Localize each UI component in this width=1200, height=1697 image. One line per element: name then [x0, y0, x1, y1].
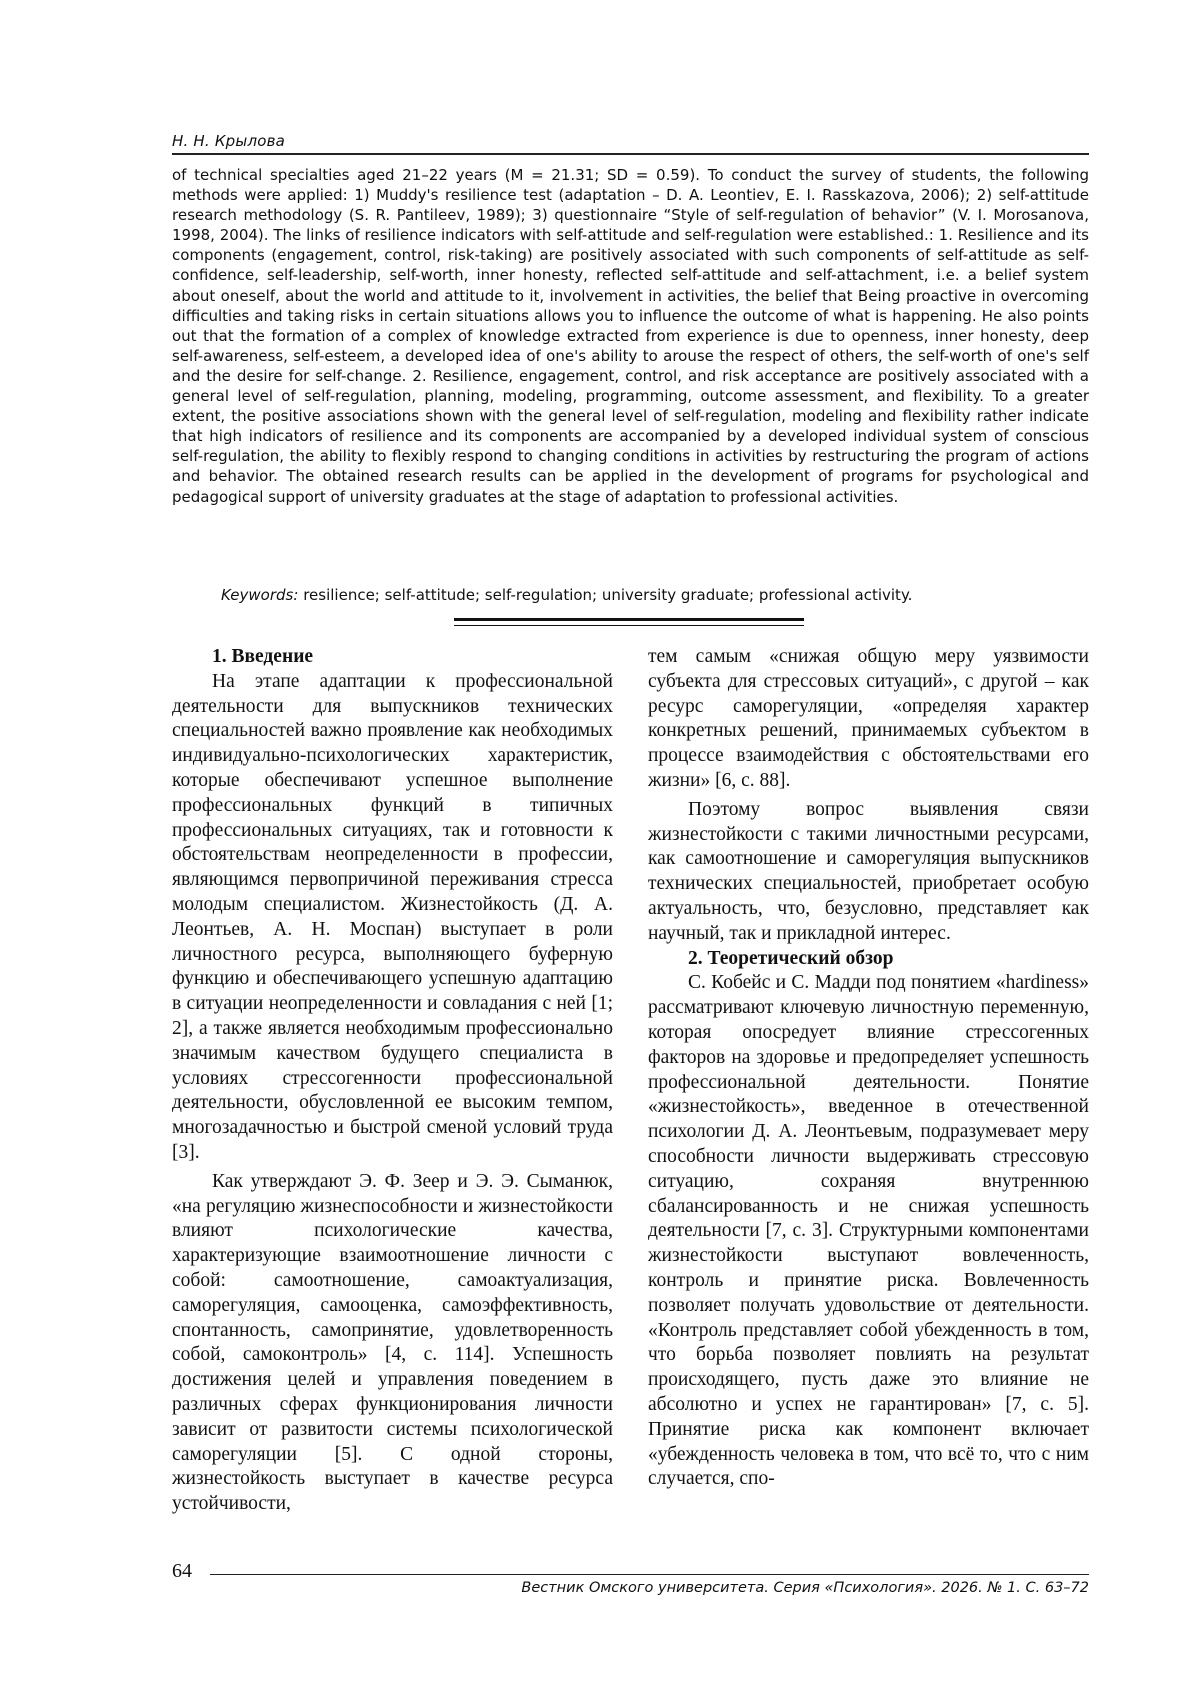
paragraph: Поэтому вопрос выявления связи жизнестойкости с такими личностными ресурсами, как самоотношение и саморегуляция выпускников технических специальностей, приобретает особую актуальность, что, безусловно, представляет как научный, так и прикладной интерес.	[648, 798, 1089, 944]
separator-thick-rule	[454, 618, 804, 621]
abstract-text: of technical specialties aged 21–22 years (M = 21.31; SD = 0.59). To conduct the survey of students, the following methods were applied: 1) Muddy's resilience test (adaptation – D. A. Leontiev, E. I. Rasskazova, 2006); 2) self-attitude research methodology (S. R. Pantileev, 1989); 3) questionnaire “Style of self-regulation of behavior” (V. I. Morosanova, 1998, 2004). The links of resilience indicators with self-attitude and self-regulation were established.: 1. Resilience and its components (engagement, control, risk-taking) are positively associated with such components of self-attitude as self-confidence, self-leadership, self-worth, inner honesty, reflected self-attitude and self-attachment, i.e. a belief system about oneself, about the world and attitude to it, involvement in activities, the belief that Being proactive in overcoming difficulties and taking risks in certain situations allows you to influence the outcome of what is happening. He also points out that the formation of a complex of knowledge extracted from experience is due to openness, inner honesty, deep self-awareness, self-esteem, a developed idea of one's ability to arouse the respect of others, the self-worth of one's self and the desire for self-change. 2. Resilience, engagement, control, and risk acceptance are positively associated with a general level of self-regulation, planning, modeling, programming, outcome assessment, and flexibility. To a greater extent, the positive associations shown with the general level of self-regulation, modeling and flexibility rather indicate that high indicators of resilience and its components are accompanied by a developed individual system of conscious self-regulation, the ability to flexibly respond to changing conditions in activities by restructuring the program of actions and behavior. The obtained research results can be applied in the development of programs for psychological and pedagogical support of university graduates at the stage of adaptation to professional activities.	[172, 166, 1089, 506]
section-heading-introduction: 1. Введение	[212, 646, 314, 667]
journal-reference: Вестник Омского университета. Серия «Психология». 2026. № 1. С. 63–72	[521, 1580, 1089, 1596]
paragraph: Как утверждают Э. Ф. Зеер и Э. Э. Сыманюк, «на регуляцию жизнеспособности и жизнестойкости влияют психологические качества, характеризующие взаимоотношение личности с собой: самоотношение, самоактуализация, саморегуляция, самооценка, самоэффективность, спонтанность, самопринятие, удовлетворенность собой, самоконтроль» [4, с. 114]. Успешность достижения целей и управления поведением в различных сферах функционирования личности зависит от развитости системы психологической саморегуляции [5]. С одной стороны, жизнестойкость выступает в качестве ресурса устойчивости,	[172, 1170, 613, 1515]
running-header-author: Н. Н. Крылова	[172, 132, 286, 150]
keywords-label: Keywords:	[221, 586, 299, 604]
paragraph: На этапе адаптации к профессиональной деятельности для выпускников технических специальностей важно проявление как необходимых индивидуально-психологических характеристик, которые обеспечивают успешное выполнение профессиональных функций в типичных профессиональных ситуациях, так и готовности к обстоятельствам неопределенности в профессии, являющимся первопричиной переживания стресса молодым специалистом. Жизнестойкость (Д. А. Леонтьев, А. Н. Моспан) выступает в роли личностного ресурса, выполняющего буферную функцию и обеспечивающего успешную адаптацию в ситуации неопределенности и совладания с ней [1; 2], а также является необходимым профессионально значимым качеством будущего специалиста в условиях стрессогенности профессиональной деятельности, обусловленной ее высоким темпом, многозадачностью и быстрой сменой условий труда [3].	[172, 670, 613, 1163]
keywords-list: resilience; self-attitude; self-regulation; university graduate; professional activity.	[303, 586, 913, 604]
keywords-line	[221, 585, 1089, 605]
footer-rule	[210, 1574, 1089, 1575]
paragraph: тем самым «снижая общую меру уязвимости субъекта для стрессовых ситуаций», с другой – как ресурс саморегуляции, «определяя характер конкретных решений, принимаемых субъектом в процессе взаимодействия с обстоятельствами его жизни» [6, с. 88].	[648, 646, 1089, 791]
right-column	[648, 645, 1089, 1492]
page-number: 64	[172, 1560, 192, 1582]
section-heading-theoretical-review: 2. Теоретический обзор	[688, 947, 894, 969]
left-column	[172, 645, 613, 1517]
header-rule	[172, 153, 1089, 155]
separator-thin-rule	[454, 625, 804, 626]
paragraph: С. Кобейс и С. Мадди под понятием «hardiness» рассматривают ключевую личностную переменную, которая опосредует влияние стрессогенных факторов на здоровье и предопределяет успешность профессиональной деятельности. Понятие «жизнестойкость», введенное в отечественной психологии Д. А. Леонтьевым, подразумевает меру способности личности выдерживать стрессовую ситуацию, сохраняя внутреннюю сбалансированность и не снижая успешность деятельности [7, с. 3]. Структурными компонентами жизнестойкости выступают вовлеченность, контроль и принятие риска. Вовлеченность позволяет получать удовольствие от деятельности. «Контроль представляет собой убежденность в том, что борьба позволяет повлиять на результат происходящего, пусть даже это влияние не абсолютно и успех не гарантирован» [7, с. 5]. Принятие риска как компонент включает «убежденность человека в том, что всё то, что с ним случается, спо-	[648, 972, 1089, 1490]
